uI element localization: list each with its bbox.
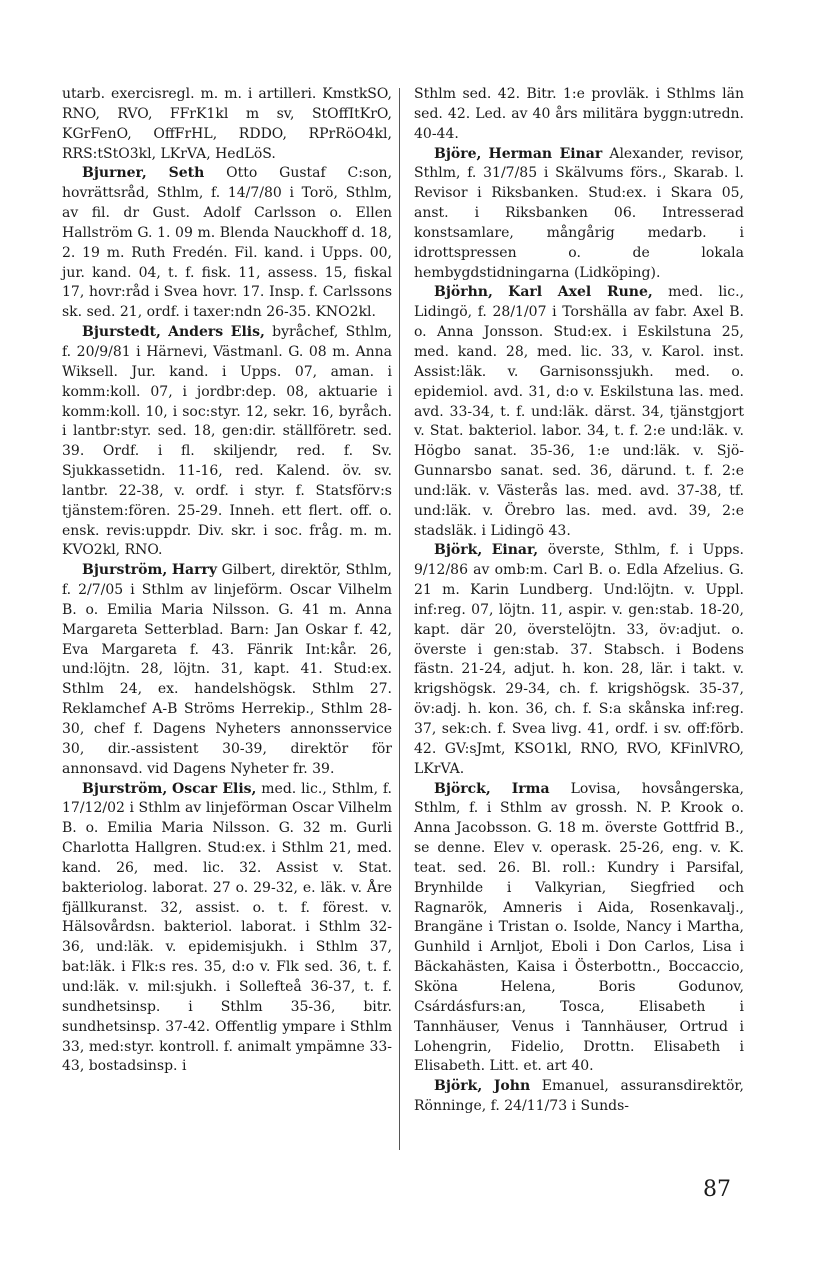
- entry-text: Alexander, revisor, Sthlm, f. 31/7/85 i Skälvums förs., Skarab. l. Revisor i Riksbanken. Stud:ex. i Skara 05, anst. i Riksbanken 06. Intresserad konstsamlare, mångårig medarb. i idrottspressen o. de lokala hembygdstidningarna (Lidköping).: [414, 145, 745, 281]
- entry-text: överste, Sthlm, f. i Upps. 9/12/86 av omb:m. Carl B. o. Edla Afzelius. G. 21 m. Karin Lundberg. Und:löjtn. v. Uppl. inf:reg. 07, löjtn. 11, aspir. v. gen:stab. 18-20, kapt. där 20, överstelöjtn. 33, öv:adjut. o. överste i gen:stab. 37. Stabsch. i Bodens fästn. 21-24, adjut. h. kon. 28, lär. i takt. v. krigshögsk. 29-34, ch. f. krigshögsk. 35-37, öv:adj. h. kon. 36, ch. f. S:a skånska inf:reg. 37, sek:ch. f. Svea livg. 41, ordf. i sv. off:förb. 42. GV:sJmt, KSO1kl, RNO, RVO, KFinlVRO, LKrVA.: [414, 542, 744, 777]
- entry-surname: Bjurström,: [82, 780, 168, 797]
- entry-bjork-einar: [414, 541, 744, 779]
- entry-surname: Björk,: [434, 542, 483, 559]
- entry-text: med. lic., Sthlm, f. 17/12/02 i Sthlm av linjeförman Oscar Vilhelm B. o. Emilia Maria Nilsson. G. 32 m. Gurli Charlotta Hallgren. Stud:ex. i Sthlm 21, med. kand. 26, med. lic. 32. Assist v. Stat. bakteriolog. laborat. 27 o. 29-32, e. läk. v. Åre fjällkuranst. 32, assist. o. t. f. förest. v. Hälsovårdsn. bakteriol. laborat. i Sthlm 32-36, und:läk. v. epidemisjukh. i Sthlm 37, bat:läk. i Flk:s res. 35, d:o v. Flk sed. 36, t. f. und:läk. v. mil:sjukh. i Sollefteå 36-37, t. f. sundhetsinsp. i Sthlm 35-36, bitr. sundhetsinsp. 37-42. Offentlig ympare i Sthlm 33, med:styr. kontroll. f. animalt ympämne 33-43, bostadsinsp. i: [62, 780, 393, 1075]
- entry-surname: Björhn,: [434, 284, 493, 301]
- entry-given-name: Seth: [168, 165, 205, 182]
- entry-given-name: Karl Axel Rune,: [508, 284, 653, 301]
- entry-bjurstedt-anders: [62, 323, 392, 561]
- entry-text: Gilbert, direktör, Sthlm, f. 2/7/05 i Sthlm av linjeförm. Oscar Vilhelm B. o. Emilia Maria Nilsson. G. 41 m. Anna Margareta Setterblad. Barn: Jan Oskar f. 42, Eva Margareta f. 43. Fänrik Int:kår. 26, und:löjtn. 28, löjtn. 31, kapt. 41. Stud:ex. Sthlm 24, ex. handelshögsk. Sthlm 27. Reklamchef A-B Ströms Herrekip., Sthlm 28-30, chef f. Dagens Nyheters annonsservice 30, dir.-assistent 30-39, direktör för annonsavd. vid Dagens Nyheter fr. 39.: [62, 562, 393, 777]
- entry-surname: Bjurner,: [82, 165, 147, 182]
- entry-bjore-herman: [414, 145, 744, 284]
- entry-given-name: Herman Einar: [488, 145, 603, 162]
- entry-given-name: John: [493, 1078, 531, 1095]
- entry-bjork-john: [414, 1077, 744, 1117]
- column-divider: [399, 88, 400, 1150]
- entry-bjorhn-karl: [414, 283, 744, 541]
- entry-surname: Björck,: [434, 780, 491, 797]
- entry-given-name: Einar,: [491, 542, 539, 559]
- entry-surname: Bjurström,: [82, 562, 168, 579]
- left-column: [62, 85, 392, 1077]
- entry-surname: Bjurstedt,: [82, 324, 161, 341]
- entry-given-name: Anders Elis,: [168, 324, 265, 341]
- entry-text: Lovisa, hovsångerska, Sthlm, f. i Sthlm av grossh. N. P. Krook o. Anna Jacobsson. G. 18 m. överste Gottfrid B., se denne. Elev v. operask. 25-26, eng. v. K. teat. sed. 26. Bl. roll.: Kundry i Parsifal, Brynhilde i Valkyrian, Siegfried och Ragnarök, Amneris i Aida, Rosenkavalj., Brangäne i Tristan o. Isolde, Nancy i Martha, Gunhild i Arnljot, Eboli i Don Carlos, Lisa i Bäckahästen, Kaisa i Österbottn., Boccaccio, Sköna Helena, Boris Godunov, Csárdásfurs:an, Tosca, Elisabeth i Tannhäuser, Venus i Tannhäuser, Ortrud i Lohengrin, Fidelio, Drottn. Elisabeth i Elisabeth. Litt. et. art 40.: [414, 780, 745, 1075]
- entry-bjurner-seth: [62, 164, 392, 323]
- entry-text: Emanuel, assuransdirektör, Rönninge, f. 24/11/73 i Sunds-: [414, 1078, 745, 1115]
- entry-surname: Björk,: [434, 1078, 483, 1095]
- entry-given-name: Oscar Elis,: [172, 780, 257, 797]
- entry-text: byråchef, Sthlm, f. 20/9/81 i Härnevi, Västmanl. G. 08 m. Anna Wiksell. Jur. kand. i Upps. 07, aman. i komm:koll. 07, i jordbr:dep. 08, aktuarie i komm:koll. 10, i soc:styr. 12, sekr. 16, byråch. i lantbr:styr. sed. 18, gen:dir. ställföretr. sed. 39. Ordf. i fl. skiljendr, red. f. Sv. Sjukkassetidn. 11-16, red. Kalend. öv. sv. lantbr. 22-38, v. ordf. i styr. f. Statsförv:s tjänstem:fören. 25-29. Inneh. ett flert. off. o. ensk. revis:uppdr. Div. skr. i soc. fråg. m. m. KVO2kl, RNO.: [62, 324, 393, 559]
- entry-text: med. lic., Lidingö, f. 28/1/07 i Torshälla av fabr. Axel B. o. Anna Jonsson. Stud:ex. i Eskilstuna 25, med. kand. 28, med. lic. 33, v. Karol. inst. Assist:läk. v. Garnisonssjukh. med. o. epidemiol. avd. 31, d:o v. Eskilstuna las. med. avd. 33-34, t. f. und:läk. därst. 34, tjänstgjort v. Stat. bakteriol. labor. 34, t. f. 2:e und:läk. v. Högbo sanat. 35-36, 1:e und:läk. v. Sjö-Gunnarsbo sanat. sed. 36, därund. t. f. 2:e und:läk. v. Västerås las. med. avd. 37-38, tf. und:läk. v. Örebro las. med. avd. 39, 2:e stadsläk. i Lidingö 43.: [414, 284, 745, 539]
- right-column: [414, 85, 744, 1117]
- entry-continuation: Sthlm sed. 42. Bitr. 1:e provläk. i Sthlms län sed. 42. Led. av 40 års militära byggn:utredn. 40-44.: [414, 86, 744, 142]
- page-number: 87: [703, 1177, 731, 1202]
- entry-surname: Björe,: [434, 145, 482, 162]
- entry-given-name: Irma: [511, 780, 550, 797]
- entry-continuation: utarb. exercisregl. m. m. i artilleri. KmstkSO, RNO, RVO, FFrK1kl m sv, StOffItKrO, KGrFenO, OffFrHL, RDDO, RPrRöO4kl, RRS:tStO3kl, LKrVA, HedLöS.: [62, 86, 392, 162]
- entry-text: Otto Gustaf C:son, hovrättsråd, Sthlm, f. 14/7/80 i Torö, Sthlm, av fil. dr Gust. Adolf Carlsson o. Ellen Hallström G. 1. 09 m. Blenda Nauckhoff d. 18, 2. 19 m. Ruth Fredén. Fil. kand. i Upps. 00, jur. kand. 04, t. f. fisk. 11, assess. 15, fiskal 17, hovr:råd i Svea hovr. 17. Insp. f. Carlssons sk. sed. 21, ordf. i taxer:ndn 26-35. KNO2kl.: [62, 165, 393, 321]
- entry-bjurstrom-harry: [62, 561, 392, 779]
- entry-given-name: Harry: [171, 562, 218, 579]
- entry-bjurstrom-oscar: [62, 780, 392, 1078]
- entry-bjorck-irma: [414, 780, 744, 1078]
